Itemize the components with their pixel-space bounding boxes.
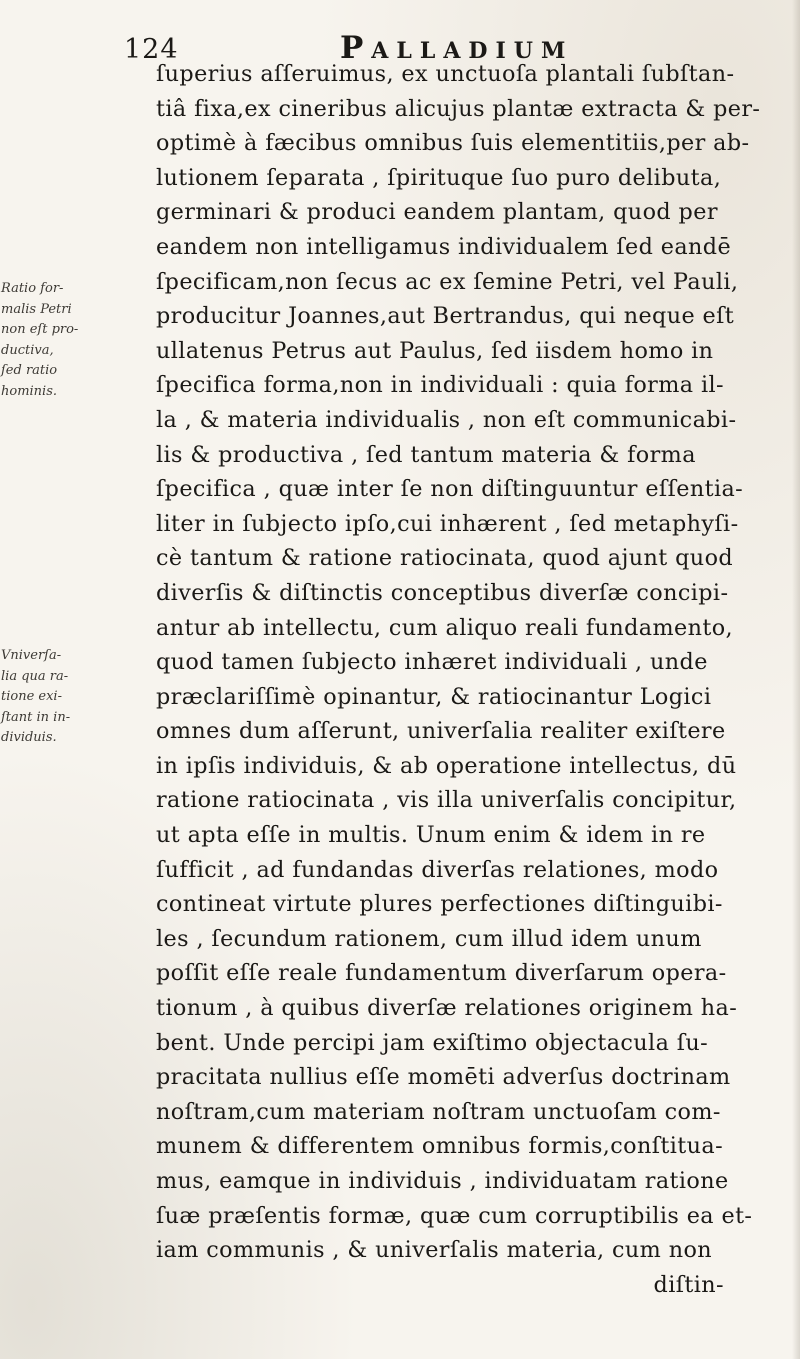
text-line: poſſit eſſe reale fundamentum diverſarum opera- bbox=[156, 960, 727, 987]
text-line: la , & materia individualis , non eſt communicabi- bbox=[156, 406, 737, 433]
text-line: tiâ fixa,ex cineribus alicujus plantæ extracta & per- bbox=[156, 95, 761, 122]
text-line: ſuæ præſentis formæ, quæ cum corruptibilis ea et- bbox=[156, 1202, 753, 1229]
text-line: noſtram,cum materiam noſtram unctuoſam com- bbox=[156, 1098, 721, 1125]
text-line: antur ab intellectu, cum aliquo reali fundamento, bbox=[156, 614, 734, 641]
text-line: optimè à fæcibus omnibus ſuis elementitiis,per ab- bbox=[156, 130, 750, 157]
text-line: mus, eamque in individuis , individuatam ratione bbox=[156, 1168, 729, 1194]
margin-note-universalia bbox=[1, 646, 101, 749]
text-line: ullatenus Petrus aut Paulus, ſed iisdem homo in bbox=[156, 337, 714, 364]
text-line: ſuperius aſſeruimus, ex unctuoſa plantali ſubſtan- bbox=[156, 61, 735, 87]
text-line: in ipſis individuis, & ab operatione intellectus, dū bbox=[156, 752, 737, 779]
margin-note-line: tione exi- bbox=[1, 689, 62, 704]
margin-note-line: ſed ratio bbox=[1, 363, 58, 378]
text-line: pracitata nullius eſſe momēti adverſus doctrinam bbox=[156, 1064, 731, 1091]
text-line: præclariſſimè opinantur, & ratiocinantur Logici bbox=[156, 683, 712, 710]
text-line: munem & differentem omnibus formis,conſtitua- bbox=[156, 1133, 724, 1160]
text-line: bent. Unde percipi jam exiſtimo objectacula ſu- bbox=[156, 1029, 709, 1056]
text-line: les , ſecundum rationem, cum illud idem unum bbox=[156, 925, 702, 952]
text-line: eandem non intelligamus individualem ſed eandē bbox=[156, 233, 732, 260]
text-line: lutionem ſeparata , ſpirituque ſuo puro delibuta, bbox=[156, 164, 722, 191]
margin-note-line: ſtant in in- bbox=[1, 709, 71, 725]
margin-note-line: Vniverſa- bbox=[1, 648, 62, 663]
running-title: Palladium bbox=[340, 30, 574, 66]
text-line: ſpecificam,non ſecus ac ex ſemine Petri, vel Pauli, bbox=[156, 268, 739, 295]
margin-note-line: lia qua ra- bbox=[1, 668, 69, 684]
text-line: cè tantum & ratione ratiocinata, quod ajunt quod bbox=[156, 545, 734, 572]
catchword: diſtin- bbox=[653, 1271, 724, 1298]
margin-note-line: dividuis. bbox=[1, 730, 57, 745]
margin-note-line: Ratio for- bbox=[1, 281, 64, 296]
text-line: producitur Joannes,aut Bertrandus, qui neque eſt bbox=[156, 303, 735, 330]
margin-note-line: hominis. bbox=[1, 383, 58, 399]
margin-note-line: non eſt pro- bbox=[1, 322, 79, 337]
page-number: 124 bbox=[124, 34, 179, 65]
text-line: contineat virtute plures perfectiones diſtinguibi- bbox=[156, 891, 723, 918]
margin-note-ratio-formalis bbox=[1, 279, 101, 402]
text-line: ſpecifica forma,non in individuali : quia forma il- bbox=[156, 372, 724, 399]
text-line: quod tamen ſubjecto inhæret individuali , unde bbox=[156, 649, 708, 676]
margin-note-line: ductiva, bbox=[1, 342, 54, 358]
text-line: ut apta eſſe in multis. Unum enim & idem in re bbox=[156, 822, 706, 849]
text-line: ſufficit , ad fundandas diverſas relationes, modo bbox=[156, 856, 719, 883]
text-line: ſpecifica , quæ inter ſe non diſtinguuntur eſſentia- bbox=[156, 476, 744, 503]
margin-note-line: malis Petri bbox=[1, 301, 72, 317]
text-line: tionum , à quibus diverſæ relationes originem ha- bbox=[156, 995, 738, 1022]
text-line: lis & productiva , ſed tantum materia & forma bbox=[156, 441, 696, 468]
text-line: ratione ratiocinata , vis illa univerſalis concipitur, bbox=[156, 787, 737, 814]
text-line: germinari & produci eandem plantam, quod per bbox=[156, 199, 718, 226]
text-line: liter in ſubjecto ipſo,cui inhærent , ſed metaphyſi- bbox=[156, 510, 739, 537]
text-line: diverſis & diſtinctis conceptibus diverſæ concipi- bbox=[156, 579, 729, 606]
text-line: omnes dum aſſerunt, univerſalia realiter exiſtere bbox=[156, 718, 726, 745]
main-text-block bbox=[156, 57, 800, 1302]
text-line: iam communis , & univerſalis materia, cum non bbox=[156, 1237, 713, 1264]
